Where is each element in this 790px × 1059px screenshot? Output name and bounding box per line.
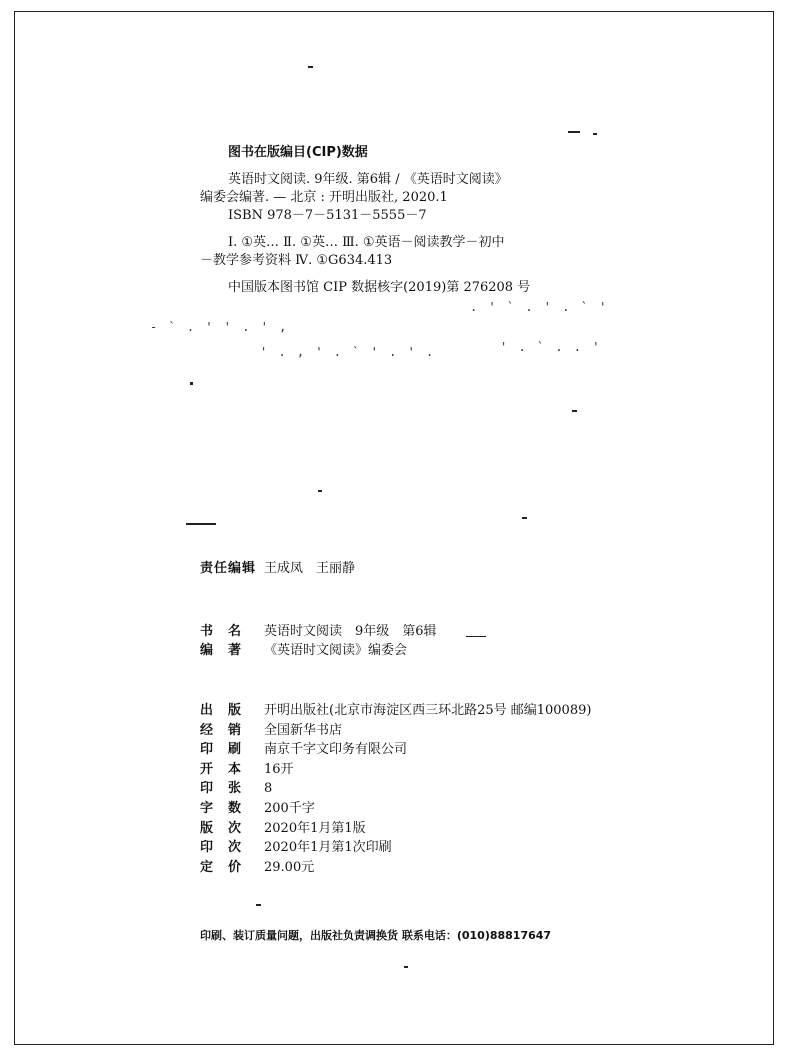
scan-speck bbox=[404, 966, 408, 968]
cip-isbn: ISBN 978－7－5131－5555－7 bbox=[228, 208, 427, 223]
scan-speck bbox=[572, 410, 577, 412]
publication-value: 16开 bbox=[264, 762, 294, 777]
editors-label: 责任编辑 bbox=[200, 561, 257, 576]
publication-value: 全国新华书店 bbox=[264, 723, 343, 738]
cip-line: 英语时文阅读. 9年级. 第6辑 / 《英语时文阅读》 bbox=[228, 172, 508, 187]
editors-value: 王成凤 王丽静 bbox=[264, 561, 356, 576]
publication-value: 8 bbox=[264, 781, 273, 796]
scan-noise: ' . , ' . ` ' . ' . bbox=[260, 345, 436, 359]
publication-value: 开明出版社(北京市海淀区西三环北路25号 邮编100089) bbox=[264, 703, 592, 718]
scan-noise: ' . ` . . ' bbox=[500, 340, 602, 354]
publication-label: 字 数 bbox=[200, 801, 243, 816]
book-author-value: 《英语时文阅读》编委会 bbox=[264, 643, 408, 658]
publication-label: 经 销 bbox=[200, 723, 243, 738]
publication-label: 出 版 bbox=[200, 703, 243, 718]
scan-speck bbox=[308, 66, 313, 68]
book-title-label: 书 名 bbox=[200, 624, 243, 639]
book-title-value: 英语时文阅读 9年级 第6辑 bbox=[264, 624, 437, 639]
scan-speck bbox=[186, 523, 216, 525]
scan-speck bbox=[190, 382, 193, 385]
scan-noise: . ' ` . ' . ` ' bbox=[470, 300, 609, 314]
publication-label: 印 刷 bbox=[200, 742, 243, 757]
publication-value: 200千字 bbox=[264, 801, 315, 816]
scan-speck bbox=[522, 517, 527, 519]
scan-speck bbox=[318, 490, 322, 492]
publication-value: 29.00元 bbox=[264, 860, 315, 875]
scan-speck bbox=[593, 133, 597, 135]
cip-line: 编委会编著. — 北京 : 开明出版社, 2020.1 bbox=[200, 190, 448, 205]
book-author-label: 编 著 bbox=[200, 643, 243, 658]
publication-value: 2020年1月第1次印刷 bbox=[264, 840, 392, 855]
cip-classification: －教学参考资料 Ⅳ. ①G634.413 bbox=[200, 253, 393, 268]
publication-label: 版 次 bbox=[200, 821, 243, 836]
scan-speck bbox=[568, 131, 580, 133]
publication-label: 印 次 bbox=[200, 840, 243, 855]
footer-contact: 印刷、装订质量问题，出版社负责调换货 联系电话：(010)88817647 bbox=[200, 929, 552, 942]
scan-speck bbox=[256, 904, 261, 906]
publication-value: 南京千字文印务有限公司 bbox=[264, 742, 408, 757]
publication-value: 2020年1月第1版 bbox=[264, 821, 366, 836]
page-frame bbox=[14, 11, 774, 1045]
cip-classification: Ⅰ. ①英… Ⅱ. ①英… Ⅲ. ①英语－阅读教学－初中 bbox=[228, 235, 505, 250]
cip-title: 图书在版编目(CIP)数据 bbox=[228, 145, 368, 160]
publication-label: 定 价 bbox=[200, 860, 243, 875]
scan-noise: - ` . ' ' . ' , bbox=[150, 320, 289, 334]
cip-approval: 中国版本图书馆 CIP 数据核字(2019)第 276208 号 bbox=[228, 280, 531, 295]
publication-label: 开 本 bbox=[200, 762, 243, 777]
scan-speck bbox=[466, 636, 486, 637]
publication-label: 印 张 bbox=[200, 781, 243, 796]
